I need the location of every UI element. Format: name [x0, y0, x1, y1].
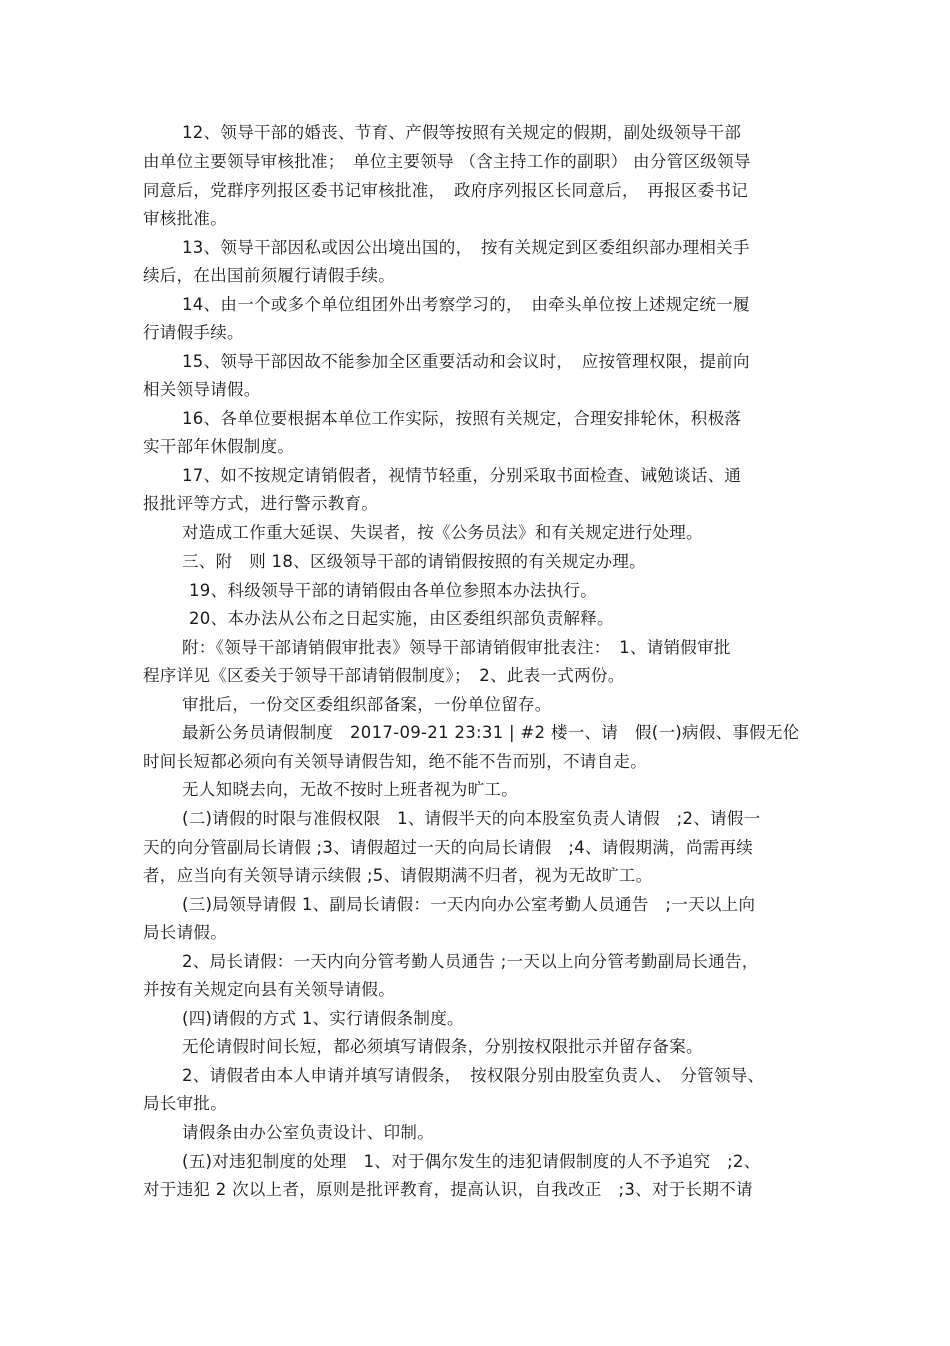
text-line: (三)局领导请假 1、副局长请假：一天内向办公室考勤人员通告 ;一天以上向 [182, 895, 756, 914]
text-line: 报批评等方式，进行警示教育。 [143, 494, 379, 513]
text-line: 局长审批。 [143, 1094, 227, 1113]
text-line: 16、各单位要根据本单位工作实际，按照有关规定，合理安排轮休，积极落 [182, 409, 742, 428]
text-line: (五)对违犯制度的处理 1、对于偶尔发生的违犯请假制度的人不予追究 ;2、 [182, 1152, 761, 1171]
text-line: 程序详见《区委关于领导干部请销假制度》； 2、此表一式两份。 [143, 666, 625, 685]
text-line: (四)请假的方式 1、实行请假条制度。 [182, 1009, 464, 1028]
text-line: 行请假手续。 [143, 323, 244, 342]
text-line: 17、如不按规定请销假者，视情节轻重，分别采取书面检查、诫勉谈话、通 [182, 466, 742, 485]
text-line: 实干部年休假制度。 [143, 437, 295, 456]
text-line: 15、领导干部因故不能参加全区重要活动和会议时， 应按管理权限，提前向 [182, 352, 750, 371]
text-line: 审批后，一份交区委组织部备案，一份单位留存。 [182, 695, 552, 714]
text-line: 由单位主要领导审核批准； 单位主要领导 （含主持工作的副职） 由分管区级领导 [143, 152, 751, 171]
text-line: 最新公务员请假制度 2017-09-21 23:31 | #2 楼一、请 假(一)病假、事假无伦 [182, 723, 800, 742]
text-line: 同意后，党群序列报区委书记审核批准， 政府序列报区长同意后， 再报区委书记 [143, 181, 749, 200]
text-line: 附：《领导干部请销假审批表》领导干部请销假审批表注： 1、请销假审批 [182, 638, 731, 657]
text-line: 局长请假。 [143, 923, 227, 942]
text-line: 天的向分管副局长请假 ;3、请假超过一天的向局长请假 ;4、请假期满，尚需再续 [143, 838, 754, 857]
text-line: 请假条由办公室负责设计、印制。 [182, 1123, 434, 1142]
text-line: 三、附 则 18、区级领导干部的请销假按照的有关规定办理。 [182, 552, 646, 571]
text-line: 2、局长请假：一天内向分管考勤人员通告 ;一天以上向分管考勤副局长通告， [182, 952, 759, 971]
text-line: 14、由一个或多个单位组团外出考察学习的， 由牵头单位按上述规定统一履 [182, 295, 750, 314]
text-line: 2、请假者由本人申请并填写请假条， 按权限分别由股室负责人、 分管领导、 [182, 1066, 765, 1085]
text-line: 对造成工作重大延误、失误者，按《公务员法》和有关规定进行处理。 [182, 523, 703, 542]
text-line: 相关领导请假。 [143, 380, 261, 399]
text-line: 时间长短都必须向有关领导请假告知，绝不能不告而别，不请自走。 [143, 752, 647, 771]
text-line: 无伦请假时间长短，都必须填写请假条，分别按权限批示并留存备案。 [182, 1037, 703, 1056]
text-line: 19、科级领导干部的请销假由各单位参照本办法执行。 [189, 581, 597, 600]
text-line: 13、领导干部因私或因公出境出国的， 按有关规定到区委组织部办理相关手 [182, 238, 750, 257]
text-line: 续后，在出国前须履行请假手续。 [143, 266, 395, 285]
text-line: 者，应当向有关领导请示续假 ;5、请假期满不归者，视为无故旷工。 [143, 866, 653, 885]
text-line: (二)请假的时限与准假权限 1、请假半天的向本股室负责人请假 ;2、请假一 [182, 809, 761, 828]
text-line: 无人知晓去向，无故不按时上班者视为旷工。 [182, 780, 518, 799]
text-line: 12、领导干部的婚丧、节育、产假等按照有关规定的假期，副处级领导干部 [182, 123, 742, 142]
text-line: 审核批准。 [143, 209, 227, 228]
text-line: 20、本办法从公布之日起实施，由区委组织部负责解释。 [189, 609, 614, 628]
text-line: 对于违犯 2 次以上者，原则是批评教育，提高认识，自我改正 ;3、对于长期不请 [143, 1180, 753, 1199]
text-line: 并按有关规定向县有关领导请假。 [143, 980, 395, 999]
